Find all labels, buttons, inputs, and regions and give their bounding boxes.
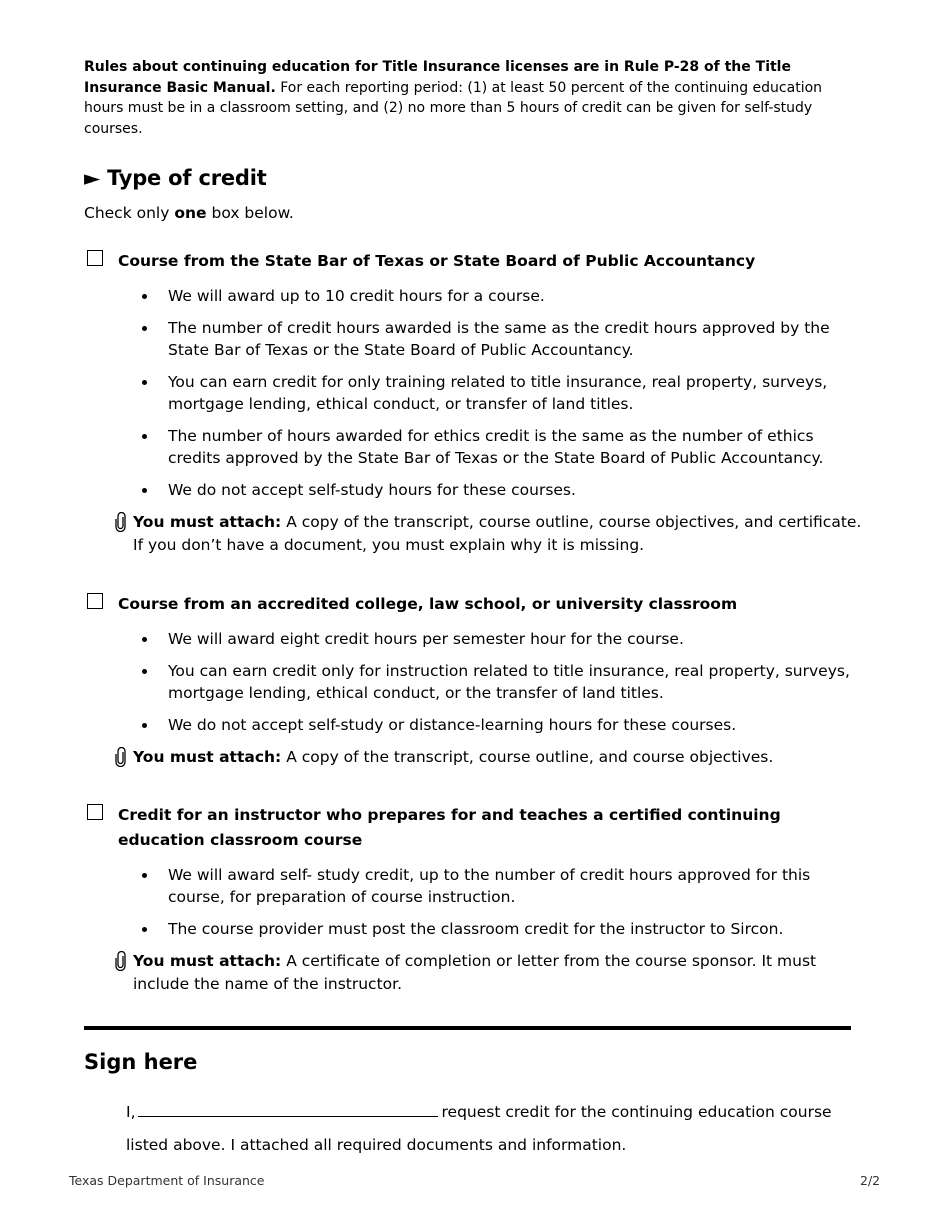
intro-lead: Rules about continuing education for Title Insurance licenses are in Rule P-28 of the Title Insurance Basic Manual. <box>84 59 791 96</box>
attach-text: A copy of the transcript, course outline, and course objectives. <box>286 748 774 766</box>
bullet-text: You can earn credit for only training related to title insurance, real property, surveys, mortgage lending, ethical conduct, or transfer of land titles. <box>168 373 828 413</box>
bullet-text: We do not accept self-study hours for these courses. <box>168 481 576 499</box>
attach-text: A certificate of completion or letter from the course sponsor. It must include the name of the instructor. <box>133 952 817 993</box>
credit-option-state-bar <box>84 249 864 556</box>
bullet-text: You can earn credit only for instruction related to title insurance, real property, surveys, mortgage lending, ethical conduct, or the transfer of land titles. <box>168 662 850 702</box>
paperclip-icon <box>114 512 128 532</box>
bullet-icon <box>142 927 147 932</box>
bullet-text: We will award eight credit hours per semester hour for the course. <box>168 630 684 648</box>
attachment-requirement <box>84 511 864 556</box>
bullet-text: The number of hours awarded for ethics credit is the same as the number of ethics credits approved by the State Bar of Texas or the State Board of Public Accountancy. <box>168 427 824 467</box>
list-item <box>84 479 864 501</box>
list-item <box>84 285 864 307</box>
bullet-icon <box>142 294 147 299</box>
check-instruction-prefix: Check only <box>84 204 170 222</box>
list-item <box>84 864 864 908</box>
bullet-icon <box>142 873 147 878</box>
bullet-text: The course provider must post the classroom credit for the instructor to Sircon. <box>168 920 784 938</box>
option-bullet-list <box>84 864 864 940</box>
bullet-text: The number of credit hours awarded is the same as the credit hours approved by the State Bar of Texas or the State Board of Public Accountancy. <box>168 319 830 359</box>
section-divider <box>84 1026 851 1030</box>
bullet-icon <box>142 380 147 385</box>
intro-paragraph <box>84 57 859 139</box>
option-bullet-list <box>84 628 864 736</box>
option-heading <box>84 803 818 853</box>
attachment-requirement <box>84 950 864 995</box>
bullet-text: We will award self- study credit, up to the number of credit hours approved for this course, for preparation of course instruction. <box>168 866 811 906</box>
sign-statement-line1 <box>126 1102 832 1121</box>
attach-label: You must attach: <box>133 513 282 531</box>
bullet-icon <box>142 723 147 728</box>
paperclip-icon <box>114 951 128 971</box>
option-heading <box>84 592 864 617</box>
bullet-text: We will award up to 10 credit hours for a course. <box>168 287 545 305</box>
list-item <box>84 918 864 940</box>
triangle-marker-icon: ► <box>84 166 100 190</box>
list-item <box>84 660 864 704</box>
bullet-icon <box>142 488 147 493</box>
bullet-icon <box>142 637 147 642</box>
option-bullet-list <box>84 285 864 501</box>
bullet-text: We do not accept self-study or distance-learning hours for these courses. <box>168 716 737 734</box>
option-title: Course from an accredited college, law school, or university classroom <box>118 595 738 613</box>
sign-section-title: Sign here <box>84 1050 198 1074</box>
section-title-text: Type of credit <box>107 166 267 190</box>
option-title: Credit for an instructor who prepares for and teaches a certified continuing education classroom course <box>118 806 781 849</box>
attachment-requirement <box>84 746 864 769</box>
bullet-icon <box>142 434 147 439</box>
paperclip-icon <box>114 747 128 767</box>
check-instruction-suffix: box below. <box>211 204 294 222</box>
sign-suffix: request credit for the continuing education course <box>441 1103 832 1121</box>
check-instruction <box>84 204 294 222</box>
checkbox-icon[interactable] <box>87 804 103 820</box>
list-item <box>84 317 864 361</box>
footer-organization: Texas Department of Insurance <box>69 1173 265 1188</box>
option-title: Course from the State Bar of Texas or State Board of Public Accountancy <box>118 252 756 270</box>
attach-label: You must attach: <box>133 748 282 766</box>
option-heading <box>84 249 864 274</box>
list-item <box>84 714 864 736</box>
check-instruction-emphasis: one <box>174 204 207 222</box>
bullet-icon <box>142 669 147 674</box>
credit-option-instructor <box>84 803 864 995</box>
list-item <box>84 371 864 415</box>
list-item <box>84 628 864 650</box>
signature-name-field[interactable] <box>138 1102 438 1117</box>
footer-page-number: 2/2 <box>860 1173 881 1188</box>
checkbox-icon[interactable] <box>87 250 103 266</box>
sign-prefix: I, <box>126 1103 136 1121</box>
list-item <box>84 425 864 469</box>
credit-option-college <box>84 592 864 769</box>
checkbox-icon[interactable] <box>87 593 103 609</box>
bullet-icon <box>142 326 147 331</box>
attach-text: A copy of the transcript, course outline, course objectives, and certificate. If you don’t have a document, you must explain why it is missing. <box>133 513 862 554</box>
intro-body: For each reporting period: (1) at least 50 percent of the continuing education hours must be in a classroom setting, and (2) no more than 5 hours of credit can be given for self-study courses. <box>84 79 823 137</box>
attach-label: You must attach: <box>133 952 282 970</box>
section-title-type-of-credit <box>84 166 267 190</box>
sign-statement-line2: listed above. I attached all required documents and information. <box>126 1136 627 1154</box>
